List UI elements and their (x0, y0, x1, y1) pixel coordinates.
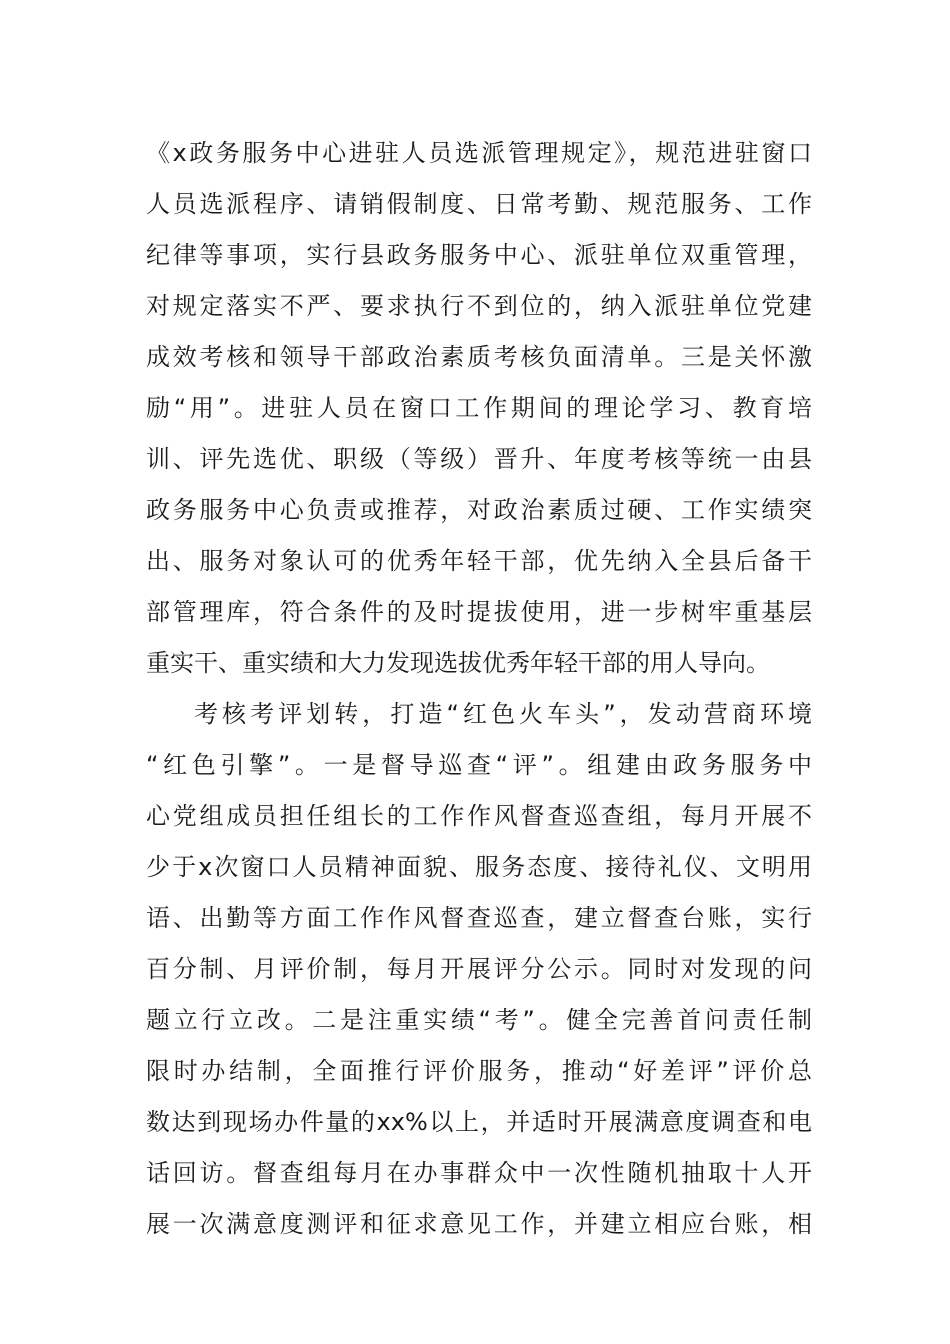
text-line: 展一次满意度测评和征求意见工作，并建立相应台账，相 (146, 1210, 812, 1238)
text-line: 部管理库，符合条件的及时提拔使用，进一步树牢重基层 (146, 598, 812, 626)
text-line: 少于x次窗口人员精神面貌、服务态度、接待礼仪、文明用 (146, 853, 812, 881)
text-line: 人员选派程序、请销假制度、日常考勤、规范服务、工作 (146, 190, 812, 218)
text-line: 限时办结制，全面推行评价服务，推动“好差评”评价总 (146, 1057, 812, 1085)
paragraph-start-line: 考核考评划转，打造“红色火车头”，发动营商环境 (194, 700, 812, 728)
text-line: 数达到现场办件量的xx%以上，并适时开展满意度调查和电 (146, 1108, 812, 1136)
text-line: 语、出勤等方面工作作风督查巡查，建立督查台账，实行 (146, 904, 812, 932)
text-line: “红色引擎”。一是督导巡查“评”。组建由政务服务中 (146, 751, 812, 779)
text-line: 政务服务中心负责或推荐，对政治素质过硬、工作实绩突 (146, 496, 812, 524)
paragraph-end-line: 重实干、重实绩和大力发现选拔优秀年轻干部的用人导向。 (146, 649, 770, 677)
text-line: 励“用”。进驻人员在窗口工作期间的理论学习、教育培 (146, 394, 812, 422)
text-line: 话回访。督查组每月在办事群众中一次性随机抽取十人开 (146, 1159, 812, 1187)
text-line: 题立行立改。二是注重实绩“考”。健全完善首问责任制 (146, 1006, 812, 1034)
text-line: 成效考核和领导干部政治素质考核负面清单。三是关怀激 (146, 343, 812, 371)
text-line: 百分制、月评价制，每月开展评分公示。同时对发现的问 (146, 955, 812, 983)
text-line: 对规定落实不严、要求执行不到位的，纳入派驻单位党建 (146, 292, 812, 320)
text-line: 《x政务服务中心进驻人员选派管理规定》，规范进驻窗口 (146, 139, 812, 167)
text-line: 训、评先选优、职级（等级）晋升、年度考核等统一由县 (146, 445, 812, 473)
text-line: 出、服务对象认可的优秀年轻干部，优先纳入全县后备干 (146, 547, 812, 575)
text-line: 纪律等事项，实行县政务服务中心、派驻单位双重管理， (146, 241, 812, 269)
body-text (146, 128, 812, 1250)
text-line: 心党组成员担任组长的工作作风督查巡查组，每月开展不 (146, 802, 812, 830)
